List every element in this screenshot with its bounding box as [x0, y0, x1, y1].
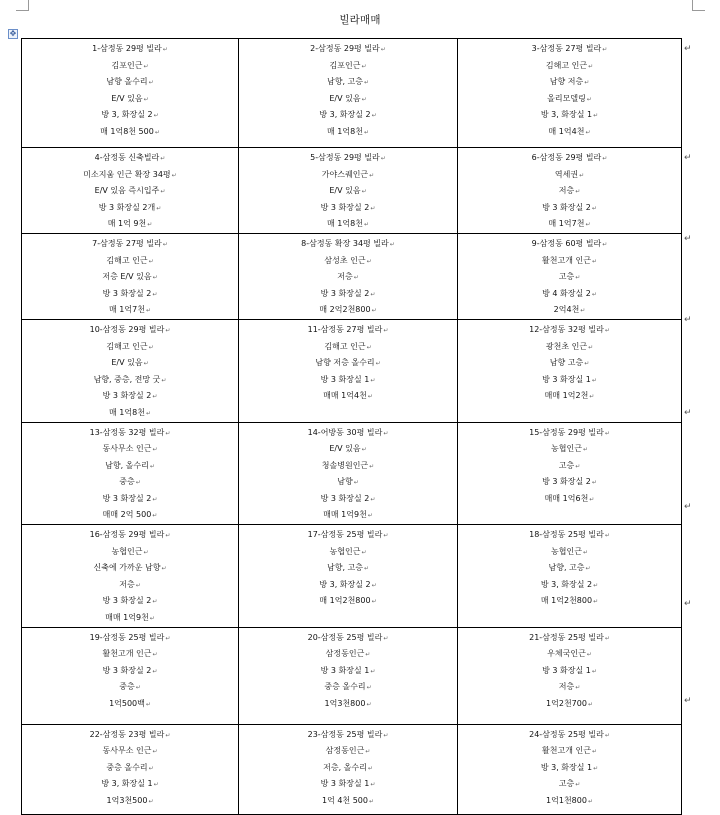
listing-detail: 방 3, 화장실 2 ↵: [24, 107, 236, 124]
listing-cell[interactable]: [22, 724, 239, 814]
listing-detail: 남향, 고층 ↵: [460, 560, 679, 577]
listing-detail: 김해고 인근 ↵: [24, 253, 236, 270]
listing-cell[interactable]: [239, 627, 458, 724]
listing-detail: 방 3 화장실 1 ↵: [241, 776, 455, 793]
listing-cell[interactable]: [22, 233, 239, 319]
listing-detail: 남향, 고층 ↵: [241, 560, 455, 577]
listing-detail: 1억3천800 ↵: [241, 696, 455, 713]
listing-detail: 방 3 화장실 2 ↵: [24, 286, 236, 303]
listing-detail: 가야스퀘인근 ↵: [241, 167, 455, 184]
listing-heading: 3-삼정동 27평 빌라 ↵: [460, 41, 679, 58]
listing-cell[interactable]: [458, 627, 682, 724]
listing-detail: 미소지움 인근 확장 34평 ↵: [24, 167, 236, 184]
listing-detail: 방 3 화장실 2 ↵: [460, 200, 679, 217]
listing-detail: E/V 있음 ↵: [24, 355, 236, 372]
row-end-mark: ↵: [684, 696, 692, 706]
row-end-mark: ↵: [684, 234, 692, 244]
page-title: 빌라매매: [339, 14, 381, 26]
listing-detail: 방 3 화장실 1 ↵: [460, 372, 679, 389]
row-end-mark: ↵: [684, 599, 692, 609]
page-corner-mark-left: [16, 0, 29, 11]
listing-heading: 17-삼정동 25평 빌라 ↵: [241, 527, 455, 544]
listing-detail: 김해고 인근 ↵: [24, 339, 236, 356]
table-row: [22, 39, 682, 148]
listing-detail: 방 3 화장실 2 ↵: [241, 491, 455, 508]
listing-detail: 방 3 화장실 2 ↵: [241, 286, 455, 303]
listing-heading: 2-삼정동 29평 빌라 ↵: [241, 41, 455, 58]
table-row: [22, 422, 682, 525]
listing-detail: 방 3, 화장실 2 ↵: [241, 107, 455, 124]
listing-cell[interactable]: [458, 319, 682, 422]
listing-heading: 4-삼정동 신축빌라 ↵: [24, 150, 236, 167]
listing-detail: 농협인근 ↵: [460, 544, 679, 561]
listing-cell[interactable]: [22, 525, 239, 628]
listing-detail: 방 3 화장실 2 ↵: [241, 200, 455, 217]
listing-detail: 매 1억2천800 ↵: [460, 593, 679, 610]
listing-detail: 1억3천500 ↵: [24, 793, 236, 810]
listing-detail: 김포인근 ↵: [241, 58, 455, 75]
listing-cell[interactable]: [458, 233, 682, 319]
listing-heading: 5-삼정동 29평 빌라 ↵: [241, 150, 455, 167]
listing-detail: 매 1억4천 ↵: [460, 124, 679, 141]
table-row: [22, 233, 682, 319]
listing-detail: 중층 ↵: [24, 474, 236, 491]
listing-detail: 저층 ↵: [24, 577, 236, 594]
row-end-mark: ↵: [684, 408, 692, 418]
listing-detail: 저층 ↵: [460, 679, 679, 696]
listing-detail: 중층 ↵: [24, 679, 236, 696]
listing-cell[interactable]: [458, 39, 682, 148]
listing-detail: 삼정동인근 ↵: [241, 743, 455, 760]
listing-heading: 9-삼정동 60평 빌라 ↵: [460, 236, 679, 253]
table-row: [22, 525, 682, 628]
listing-heading: 13-삼정동 32평 빌라 ↵: [24, 425, 236, 442]
listing-detail: 동사무소 인근 ↵: [24, 743, 236, 760]
listing-detail: 1억2천700 ↵: [460, 696, 679, 713]
listing-detail: 김해고 인근 ↵: [241, 339, 455, 356]
listing-detail: 매 1억8천 500 ↵: [24, 124, 236, 141]
listing-detail: 우체국인근 ↵: [460, 646, 679, 663]
listing-detail: 매 2억2천800 ↵: [241, 302, 455, 319]
listing-detail: 김포인근 ↵: [24, 58, 236, 75]
listing-detail: 매 1억 9천 ↵: [24, 216, 236, 233]
listing-detail: 활천고개 인근 ↵: [460, 253, 679, 270]
listing-detail: 저층, 올수리 ↵: [241, 760, 455, 777]
listing-detail: 방 3, 화장실 1 ↵: [460, 760, 679, 777]
row-end-mark: ↵: [684, 502, 692, 512]
listing-heading: 24-삼정동 25평 빌라 ↵: [460, 727, 679, 744]
listing-detail: 매 1억8천 ↵: [24, 405, 236, 422]
listing-detail: 고층 ↵: [460, 458, 679, 475]
listing-detail: 매매 1억9천 ↵: [241, 507, 455, 524]
table-row: [22, 319, 682, 422]
table-move-handle-icon[interactable]: ✥: [9, 29, 17, 38]
listing-detail: 남향 저층 ↵: [460, 74, 679, 91]
listing-detail: 방 3 화장실 1 ↵: [460, 663, 679, 680]
listing-detail: 중층 올수리 ↵: [24, 760, 236, 777]
listing-detail: 매매 2억 500 ↵: [24, 507, 236, 524]
listing-detail: 저층 ↵: [460, 183, 679, 200]
page-corner-mark-right: [692, 0, 705, 11]
listing-detail: 매 1억8천 ↵: [241, 216, 455, 233]
listing-cell[interactable]: [458, 525, 682, 628]
listing-heading: 16-삼정동 29평 빌라 ↵: [24, 527, 236, 544]
listing-heading: 14-어방동 30평 빌라 ↵: [241, 425, 455, 442]
listing-cell[interactable]: [239, 39, 458, 148]
listing-detail: 매매 1억2천 ↵: [460, 388, 679, 405]
listing-detail: 방 3 화장실 1 ↵: [241, 372, 455, 389]
listing-detail: 방 3 화장실 2 ↵: [460, 474, 679, 491]
listing-detail: 매 1억7천 ↵: [460, 216, 679, 233]
listing-detail: 방 3, 화장실 1 ↵: [460, 107, 679, 124]
listing-cell[interactable]: [239, 233, 458, 319]
listing-detail: E/V 있음 즉시입주 ↵: [24, 183, 236, 200]
listing-detail: 방 3 화장실 2개 ↵: [24, 200, 236, 217]
listing-cell[interactable]: [458, 724, 682, 814]
listing-heading: 1-삼정동 29평 빌라 ↵: [24, 41, 236, 58]
listing-detail: 매 1억8천 ↵: [241, 124, 455, 141]
listing-heading: 22-삼정동 23평 빌라 ↵: [24, 727, 236, 744]
row-end-mark: ↵: [684, 153, 692, 163]
row-end-mark: ↵: [684, 44, 692, 54]
listing-detail: 활천고개 인근 ↵: [460, 743, 679, 760]
listing-detail: 저층 ↵: [241, 269, 455, 286]
listing-detail: 동사무소 인근 ↵: [24, 441, 236, 458]
listing-detail: 방 3 화장실 2 ↵: [24, 388, 236, 405]
listing-detail: 고층 ↵: [460, 269, 679, 286]
table-row: [22, 724, 682, 814]
listing-detail: 매매 1억9천 ↵: [24, 610, 236, 627]
listing-detail: 삼성초 인근 ↵: [241, 253, 455, 270]
listing-detail: 1억1천800 ↵: [460, 793, 679, 810]
listing-detail: 올리모델링 ↵: [460, 91, 679, 108]
listing-detail: 방 3 화장실 2 ↵: [24, 491, 236, 508]
listing-heading: 6-삼정동 29평 빌라 ↵: [460, 150, 679, 167]
table-row: [22, 627, 682, 724]
listing-detail: 방 3 화장실 1 ↵: [241, 663, 455, 680]
listing-detail: 남향 ↵: [241, 474, 455, 491]
listing-detail: 역세권 ↵: [460, 167, 679, 184]
listing-cell[interactable]: [22, 319, 239, 422]
listing-heading: 11-삼정동 27평 빌라 ↵: [241, 322, 455, 339]
listing-detail: 매매 1억4천 ↵: [241, 388, 455, 405]
listing-detail: 활천고개 인근 ↵: [24, 646, 236, 663]
listing-detail: 매 1억7천 ↵: [24, 302, 236, 319]
listing-detail: 방 3, 화장실 2 ↵: [460, 577, 679, 594]
listing-detail: 남향 올수리 ↵: [24, 74, 236, 91]
listing-cell[interactable]: [22, 422, 239, 525]
listing-detail: 고층 ↵: [460, 776, 679, 793]
listing-cell[interactable]: [239, 724, 458, 814]
listing-detail: 저층 E/V 있음 ↵: [24, 269, 236, 286]
listing-table: [21, 38, 682, 815]
listing-cell[interactable]: [239, 525, 458, 628]
listing-heading: 21-삼정동 25평 빌라 ↵: [460, 630, 679, 647]
listing-heading: 7-삼정동 27평 빌라 ↵: [24, 236, 236, 253]
listing-cell[interactable]: [22, 148, 239, 234]
listing-cell[interactable]: [22, 39, 239, 148]
listing-detail: 매 1억2천800 ↵: [241, 593, 455, 610]
listing-detail: 신축에 가까운 남향 ↵: [24, 560, 236, 577]
listing-heading: 20-삼정동 25평 빌라 ↵: [241, 630, 455, 647]
listing-detail: 중층 올수리 ↵: [241, 679, 455, 696]
listing-heading: 19-삼정동 25평 빌라 ↵: [24, 630, 236, 647]
listing-detail: 방 3, 화장실 1 ↵: [24, 776, 236, 793]
listing-heading: 12-삼정동 32평 빌라 ↵: [460, 322, 679, 339]
listing-cell[interactable]: [458, 422, 682, 525]
listing-detail: 1억500백 ↵: [24, 696, 236, 713]
listing-detail: 방 3 화장실 2 ↵: [24, 593, 236, 610]
listing-detail: 남향 저층 올수리 ↵: [241, 355, 455, 372]
listing-detail: 남향, 고층 ↵: [241, 74, 455, 91]
listing-heading: 15-삼정동 29평 빌라 ↵: [460, 425, 679, 442]
listing-detail: 매매 1억6천 ↵: [460, 491, 679, 508]
listing-detail: 김해고 인근 ↵: [460, 58, 679, 75]
listing-heading: 23-삼정동 25평 빌라 ↵: [241, 727, 455, 744]
listing-cell[interactable]: [239, 422, 458, 525]
listing-heading: 8-삼정동 확장 34평 빌라 ↵: [241, 236, 455, 253]
listing-detail: E/V 있음 ↵: [241, 91, 455, 108]
listing-detail: 삼정동인근 ↵: [241, 646, 455, 663]
listing-detail: 남향, 중층, 전망 굿 ↵: [24, 372, 236, 389]
listing-heading: 10-삼정동 29평 빌라 ↵: [24, 322, 236, 339]
listing-detail: 남향 고층 ↵: [460, 355, 679, 372]
listing-cell[interactable]: [458, 148, 682, 234]
listing-detail: E/V 있음 ↵: [241, 441, 455, 458]
listing-detail: 방 4 화장실 2 ↵: [460, 286, 679, 303]
listing-detail: 방 3, 화장실 2 ↵: [241, 577, 455, 594]
listing-detail: 2억4천 ↵: [460, 302, 679, 319]
listing-detail: 1억 4천 500 ↵: [241, 793, 455, 810]
listing-detail: 청솔병원인근 ↵: [241, 458, 455, 475]
table-row: [22, 148, 682, 234]
listing-detail: 광천초 인근 ↵: [460, 339, 679, 356]
listing-detail: 농협인근 ↵: [460, 441, 679, 458]
listing-detail: E/V 있음 ↵: [24, 91, 236, 108]
listing-detail: 남향, 올수리 ↵: [24, 458, 236, 475]
listing-detail: E/V 있음 ↵: [241, 183, 455, 200]
row-end-mark: ↵: [684, 315, 692, 325]
listing-cell[interactable]: [239, 148, 458, 234]
listing-cell[interactable]: [239, 319, 458, 422]
listing-cell[interactable]: [22, 627, 239, 724]
listing-heading: 18-삼정동 25평 빌라 ↵: [460, 527, 679, 544]
listing-detail: 방 3 화장실 2 ↵: [24, 663, 236, 680]
listing-detail: 농협인근 ↵: [24, 544, 236, 561]
listing-detail: 농협인근 ↵: [241, 544, 455, 561]
